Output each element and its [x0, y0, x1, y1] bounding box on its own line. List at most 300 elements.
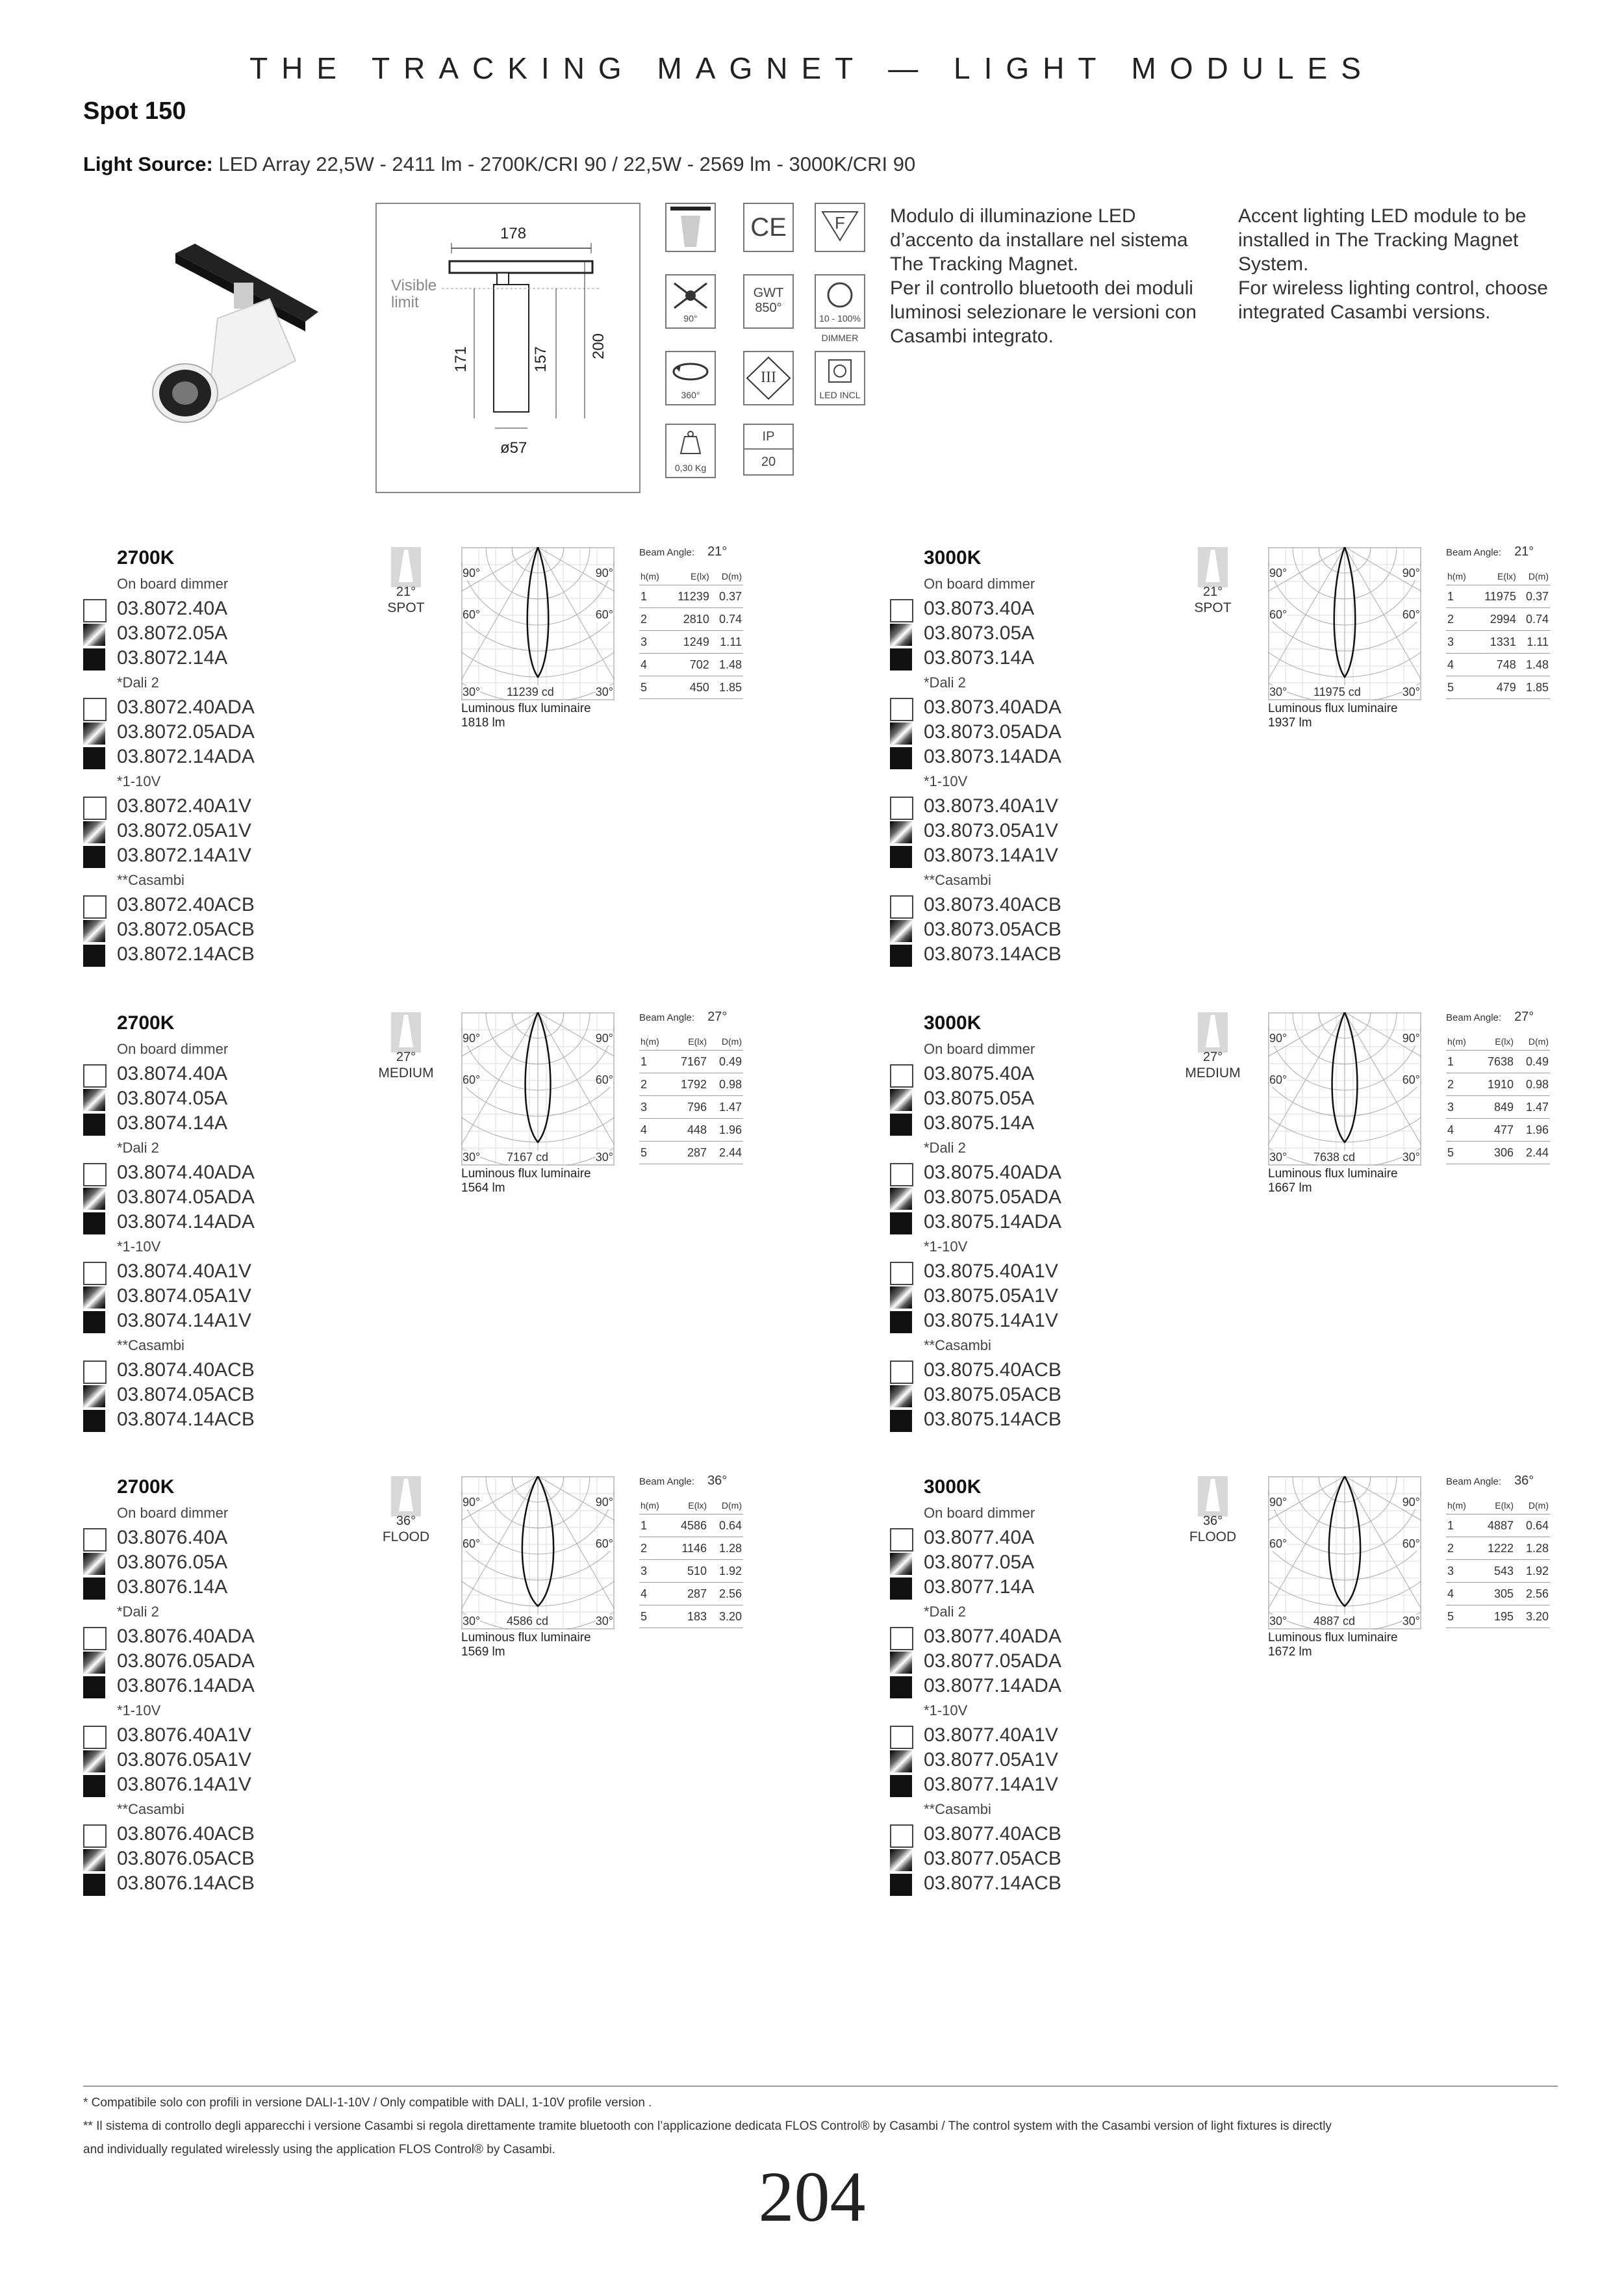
product-code: 03.8073.05ACB — [924, 919, 1061, 940]
flux-value: 1818 lm — [461, 716, 505, 730]
variant-block — [83, 1476, 863, 1905]
finish-swatch — [890, 1114, 912, 1136]
beam-type: SPOT — [1194, 600, 1232, 615]
product-code: 03.8072.05ACB — [117, 919, 255, 940]
polar-label: 90° — [1269, 1496, 1288, 1509]
table-header-row — [639, 1033, 743, 1051]
table-cell: 1.48 — [711, 654, 743, 676]
page-title: THE TRACKING MAGNET — LIGHT MODULES — [249, 51, 1375, 85]
finish-swatch — [83, 1188, 105, 1210]
footer-divider — [83, 2086, 1558, 2087]
polar-label: 90° — [463, 567, 481, 580]
finish-swatch — [890, 920, 912, 942]
table-row — [1446, 1560, 1550, 1583]
luminous-flux — [461, 1167, 591, 1195]
table-cell: 2.56 — [1515, 1583, 1550, 1605]
flux-value: 1672 lm — [1268, 1645, 1312, 1659]
section-label: *Dali 2 — [924, 1140, 966, 1156]
table-cell: 1 — [639, 585, 666, 608]
description-it — [890, 204, 1228, 348]
product-code: 03.8077.40A1V — [924, 1724, 1058, 1746]
table-cell: 183 — [668, 1605, 708, 1628]
class-iii-icon — [743, 351, 794, 405]
beam-shape-icon — [1198, 547, 1228, 587]
beam-angle-value: 36° — [396, 1514, 416, 1528]
table-cell: 3 — [1446, 1096, 1475, 1119]
beam-type: MEDIUM — [378, 1066, 434, 1080]
product-code: 03.8075.05ACB — [924, 1384, 1061, 1405]
section-label: *1-10V — [117, 1702, 161, 1718]
footnote-3: and individually regulated wirelessly using the application FLOS Control® by Casambi. — [83, 2143, 555, 2156]
flux-label: Luminous flux luminaire — [1268, 1167, 1398, 1181]
weight-value: 0,30 Kg — [674, 463, 707, 473]
table-row — [1446, 1514, 1550, 1537]
beam-angle-number: 36° — [1514, 1474, 1534, 1488]
polar-diagram — [461, 1476, 615, 1629]
beam-shape-icon — [391, 547, 421, 587]
table-cell: 3 — [639, 1560, 668, 1583]
finish-swatch — [890, 821, 912, 843]
variant-block — [890, 1476, 1624, 1905]
footnote-1: * Compatibile solo con profili in versione DALI-1-10V / Only compatible with DALI, 1-10V profile version . — [83, 2096, 652, 2110]
finish-swatch — [83, 1676, 105, 1698]
product-code: 03.8072.40ACB — [117, 894, 255, 915]
table-cell: 1.48 — [1517, 654, 1550, 676]
beam-angle-label: Beam Angle: — [639, 547, 695, 558]
table-cell: 2994 — [1473, 608, 1517, 631]
polar-label: 30° — [595, 685, 613, 698]
table-cell: 450 — [666, 676, 711, 699]
table-header-cell: D(m) — [1515, 1497, 1550, 1514]
ip-label: IP — [743, 424, 794, 450]
product-code: 03.8072.05A — [117, 622, 228, 644]
product-code: 03.8076.40A1V — [117, 1724, 251, 1746]
product-code: 03.8073.14A — [924, 647, 1035, 669]
product-code: 03.8074.40ADA — [117, 1162, 255, 1183]
section-label: *1-10V — [117, 1238, 161, 1255]
beam-angle-label: Beam Angle: — [1446, 547, 1502, 558]
finish-swatch — [890, 1849, 912, 1871]
polar-grid — [461, 1476, 615, 1629]
width-dim: 178 — [500, 225, 527, 242]
product-photo — [130, 234, 325, 468]
product-code: 03.8077.40ADA — [924, 1626, 1061, 1647]
product-code: 03.8073.14ACB — [924, 943, 1061, 965]
table-cell: 2.44 — [708, 1142, 743, 1164]
table-cell: 2 — [1446, 608, 1473, 631]
finish-swatch — [890, 722, 912, 745]
finish-swatch — [83, 895, 107, 919]
section-label: *1-10V — [924, 1702, 968, 1718]
desc-it-line: Casambi integrato. — [890, 326, 1054, 347]
finish-swatch — [890, 624, 912, 646]
polar-grid — [461, 1012, 615, 1166]
finish-swatch — [890, 747, 912, 769]
finish-swatch — [890, 846, 912, 868]
desc-en-line: Accent lighting LED module to be — [1238, 205, 1527, 227]
beam-angle-value: 27° — [1202, 1050, 1223, 1064]
beam-angle-header — [1446, 544, 1534, 559]
product-code: 03.8074.05A1V — [117, 1285, 251, 1307]
table-cell: 4 — [1446, 654, 1473, 676]
finish-swatch — [83, 1528, 107, 1552]
color-temperature: 2700K — [117, 1012, 175, 1034]
table-header-cell: h(m) — [1446, 568, 1473, 585]
table-cell: 5 — [639, 676, 666, 699]
polar-label: 30° — [463, 1151, 481, 1164]
section-label: **Casambi — [924, 1337, 991, 1353]
beam-type: SPOT — [387, 600, 425, 615]
finish-swatch — [890, 1262, 913, 1285]
table-cell: 477 — [1475, 1119, 1515, 1142]
product-code: 03.8076.14A — [117, 1576, 228, 1598]
finish-swatch — [83, 1553, 105, 1575]
product-name: Spot 150 — [83, 97, 186, 125]
dimmer-range: 10 - 100% — [819, 313, 861, 324]
finish-swatch — [890, 1311, 912, 1333]
polar-label: 30° — [595, 1151, 613, 1164]
product-code: 03.8074.05A — [117, 1088, 228, 1109]
product-code: 03.8074.14ACB — [117, 1409, 255, 1430]
table-cell: 1.47 — [1515, 1096, 1550, 1119]
table-row — [1446, 631, 1550, 654]
product-code: 03.8075.14ACB — [924, 1409, 1061, 1430]
table-header-row — [1446, 1033, 1550, 1051]
desc-en-line: System. — [1238, 253, 1309, 275]
product-code: 03.8076.40A — [117, 1527, 228, 1548]
table-cell: 3.20 — [1515, 1605, 1550, 1628]
table-cell: 1.92 — [1515, 1560, 1550, 1583]
table-cell: 5 — [1446, 676, 1473, 699]
table-header-row — [639, 1497, 743, 1514]
footnote-2: ** Il sistema di controllo degli apparecchi i versione Casambi si regola direttamente tramite bluetooth con l’applicazione dedicata FLOS Control® by Casambi / The control system with the Casambi version of light fixtures is directly — [83, 2119, 1332, 2133]
luminous-flux — [1268, 1167, 1398, 1195]
table-cell: 5 — [639, 1605, 668, 1628]
illuminance-table — [639, 568, 743, 699]
track-mount-icon — [665, 203, 716, 252]
table-cell: 1.28 — [1515, 1537, 1550, 1560]
desc-en-line: integrated Casambi versions. — [1238, 301, 1491, 323]
product-code: 03.8072.40A — [117, 598, 228, 619]
f-mark-icon — [815, 203, 865, 252]
table-row — [1446, 585, 1550, 608]
finish-swatch — [890, 698, 913, 721]
polar-diagram — [1268, 547, 1421, 700]
table-cell: 0.74 — [711, 608, 743, 631]
product-code: 03.8072.40ADA — [117, 696, 255, 718]
finish-swatch — [890, 945, 912, 967]
beam-angle-label: Beam Angle: — [639, 1476, 695, 1487]
product-code: 03.8074.14ADA — [117, 1211, 255, 1233]
polar-grid — [461, 547, 615, 700]
luminous-flux — [461, 702, 591, 730]
finish-swatch — [83, 1627, 107, 1650]
finish-swatch — [83, 599, 107, 622]
table-cell: 1.96 — [1515, 1119, 1550, 1142]
table-header-cell: E(lx) — [668, 1033, 708, 1051]
polar-label: 60° — [1269, 1073, 1288, 1086]
table-header-cell: h(m) — [639, 1497, 668, 1514]
weight-icon — [665, 424, 716, 478]
table-cell: 0.49 — [708, 1051, 743, 1073]
product-code: 03.8072.14A — [117, 647, 228, 669]
product-code: 03.8074.40A1V — [117, 1260, 251, 1282]
table-cell: 1.11 — [1517, 631, 1550, 654]
diameter-dim: ø57 — [500, 439, 527, 457]
flux-value: 1937 lm — [1268, 716, 1312, 730]
table-cell: 1.85 — [711, 676, 743, 699]
dimension-drawing — [375, 203, 641, 493]
table-cell: 0.37 — [711, 585, 743, 608]
tilt-value: 90° — [683, 313, 698, 324]
product-code: 03.8076.05A — [117, 1552, 228, 1573]
table-header-cell: D(m) — [711, 568, 743, 585]
finish-swatch — [890, 648, 912, 671]
finish-swatch — [890, 1286, 912, 1309]
table-cell: 5 — [1446, 1142, 1475, 1164]
polar-label: 30° — [463, 685, 481, 698]
table-cell: 1 — [1446, 585, 1473, 608]
polar-label: 4887 cd — [1313, 1615, 1356, 1628]
desc-en-line: installed in The Tracking Magnet — [1238, 229, 1519, 251]
desc-it-line: Per il controllo bluetooth dei moduli — [890, 277, 1193, 299]
polar-label: 90° — [463, 1496, 481, 1509]
table-row — [639, 1096, 743, 1119]
product-code: 03.8076.14ADA — [117, 1675, 255, 1696]
finish-swatch — [83, 920, 105, 942]
led-included-label: LED INCL — [819, 390, 861, 400]
polar-label: 30° — [1402, 1615, 1420, 1628]
section-label: On board dimmer — [117, 1041, 229, 1057]
height-200: 200 — [590, 333, 608, 360]
section-label: On board dimmer — [117, 576, 229, 592]
desc-it-line: Modulo di illuminazione LED — [890, 205, 1136, 227]
finish-swatch — [83, 1578, 105, 1600]
product-code: 03.8073.40ADA — [924, 696, 1061, 718]
beam-angle-label: Beam Angle: — [639, 1012, 695, 1023]
product-code: 03.8075.40ACB — [924, 1359, 1061, 1381]
product-code: 03.8074.05ADA — [117, 1186, 255, 1208]
table-cell: 0.74 — [1517, 608, 1550, 631]
table-cell: 4887 — [1475, 1514, 1515, 1537]
table-cell: 2 — [639, 1073, 668, 1096]
table-cell: 849 — [1475, 1096, 1515, 1119]
polar-label: 30° — [463, 1615, 481, 1628]
polar-label: 60° — [1402, 1073, 1420, 1086]
polar-label: 60° — [595, 608, 613, 621]
led-included-icon — [815, 351, 865, 405]
finish-swatch — [83, 821, 105, 843]
finish-swatch — [890, 1676, 912, 1698]
table-cell: 2.56 — [708, 1583, 743, 1605]
finish-swatch — [890, 1775, 912, 1797]
table-row — [639, 585, 743, 608]
product-code: 03.8074.14A — [117, 1112, 228, 1134]
product-code: 03.8072.14ACB — [117, 943, 255, 965]
table-row — [639, 1051, 743, 1073]
table-cell: 1 — [639, 1051, 668, 1073]
table-header-row — [1446, 568, 1550, 585]
table-cell: 1 — [639, 1514, 668, 1537]
polar-label: 60° — [1269, 1537, 1288, 1550]
class-iii-value: III — [761, 369, 776, 386]
finish-swatch — [83, 722, 105, 745]
finish-swatch — [83, 1212, 105, 1234]
illuminance-table — [1446, 1497, 1550, 1628]
table-cell: 2.44 — [1515, 1142, 1550, 1164]
flux-label: Luminous flux luminaire — [1268, 1631, 1398, 1644]
color-temperature: 2700K — [117, 1476, 175, 1498]
table-cell: 1 — [1446, 1514, 1475, 1537]
table-cell: 306 — [1475, 1142, 1515, 1164]
beam-angle-header — [1446, 1010, 1534, 1025]
finish-swatch — [890, 1385, 912, 1407]
table-cell: 7167 — [668, 1051, 708, 1073]
table-cell: 1910 — [1475, 1073, 1515, 1096]
polar-label: 30° — [1269, 1615, 1288, 1628]
polar-label: 60° — [463, 1537, 481, 1550]
product-code: 03.8077.05A — [924, 1552, 1035, 1573]
beam-angle-number: 36° — [707, 1474, 728, 1488]
polar-label: 30° — [1269, 685, 1288, 698]
variant-block — [83, 544, 863, 976]
product-code: 03.8077.05A1V — [924, 1749, 1058, 1770]
table-header-cell: h(m) — [1446, 1033, 1475, 1051]
polar-label: 60° — [595, 1537, 613, 1550]
table-cell: 1.11 — [711, 631, 743, 654]
beam-angle-header — [639, 544, 727, 559]
table-cell: 4 — [639, 1119, 668, 1142]
table-cell: 2 — [639, 1537, 668, 1560]
section-label: *Dali 2 — [117, 674, 159, 691]
table-cell: 0.49 — [1515, 1051, 1550, 1073]
polar-label: 90° — [1269, 1032, 1288, 1045]
flux-value: 1667 lm — [1268, 1181, 1312, 1195]
section-label: On board dimmer — [924, 576, 1035, 592]
table-cell: 11975 — [1473, 585, 1517, 608]
product-code: 03.8077.05ACB — [924, 1848, 1061, 1869]
table-cell: 3 — [639, 1096, 668, 1119]
polar-label: 60° — [1402, 608, 1420, 621]
table-row — [1446, 1119, 1550, 1142]
table-row — [639, 631, 743, 654]
table-cell: 1.28 — [708, 1537, 743, 1560]
product-code: 03.8075.14A — [924, 1112, 1035, 1134]
table-row — [1446, 608, 1550, 631]
finish-swatch — [890, 599, 913, 622]
product-code: 03.8074.05ACB — [117, 1384, 255, 1405]
variant-block — [890, 1012, 1624, 1441]
beam-shape-icon — [391, 1012, 421, 1053]
table-header-cell: h(m) — [639, 568, 666, 585]
table-cell: 4 — [1446, 1119, 1475, 1142]
finish-swatch — [83, 1726, 107, 1749]
polar-label: 90° — [595, 567, 613, 580]
section-label: *1-10V — [117, 773, 161, 789]
finish-swatch — [83, 1163, 107, 1186]
finish-swatch — [83, 1775, 105, 1797]
desc-it-line: d’accento da installare nel sistema — [890, 229, 1188, 251]
illuminance-table — [1446, 1033, 1550, 1164]
finish-swatch — [890, 1652, 912, 1674]
table-header-cell: E(lx) — [666, 568, 711, 585]
product-code: 03.8072.05A1V — [117, 820, 251, 841]
polar-label: 60° — [463, 608, 481, 621]
table-cell: 4586 — [668, 1514, 708, 1537]
table-header-cell: D(m) — [708, 1033, 743, 1051]
flux-label: Luminous flux luminaire — [461, 1631, 591, 1644]
polar-label: 30° — [1269, 1151, 1288, 1164]
table-header-cell: E(lx) — [668, 1497, 708, 1514]
finish-swatch — [83, 945, 105, 967]
beam-angle-number: 21° — [707, 544, 728, 559]
finish-swatch — [890, 1064, 913, 1088]
finish-swatch — [83, 797, 107, 820]
table-cell: 5 — [639, 1142, 668, 1164]
finish-swatch — [83, 1361, 107, 1384]
product-code: 03.8077.05ADA — [924, 1650, 1061, 1672]
product-code: 03.8075.14ADA — [924, 1211, 1061, 1233]
product-code: 03.8077.40A — [924, 1527, 1035, 1548]
finish-swatch — [83, 1750, 105, 1772]
product-code: 03.8073.40ACB — [924, 894, 1061, 915]
table-cell: 479 — [1473, 676, 1517, 699]
finish-swatch — [83, 1286, 105, 1309]
product-code: 03.8074.40ACB — [117, 1359, 255, 1381]
table-header-cell: D(m) — [1517, 568, 1550, 585]
finish-swatch — [890, 1874, 912, 1896]
product-code: 03.8077.14A1V — [924, 1774, 1058, 1795]
illuminance-table — [639, 1033, 743, 1164]
finish-swatch — [890, 1163, 913, 1186]
table-row — [639, 1142, 743, 1164]
table-row — [1446, 654, 1550, 676]
beam-type: FLOOD — [1189, 1529, 1237, 1544]
product-code: 03.8075.05ADA — [924, 1186, 1061, 1208]
finish-swatch — [83, 1262, 107, 1285]
table-row — [639, 1605, 743, 1628]
product-code: 03.8074.40A — [117, 1063, 228, 1084]
table-cell: 3.20 — [708, 1605, 743, 1628]
rotation-value: 360° — [681, 390, 700, 400]
polar-label: 60° — [463, 1073, 481, 1086]
beam-angle-value: 27° — [396, 1050, 416, 1064]
section-label: On board dimmer — [924, 1505, 1035, 1521]
table-cell: 1792 — [668, 1073, 708, 1096]
finish-swatch — [890, 1410, 912, 1432]
table-row — [639, 654, 743, 676]
beam-angle-value: 36° — [1202, 1514, 1223, 1528]
finish-swatch — [890, 1188, 912, 1210]
desc-it-line: The Tracking Magnet. — [890, 253, 1079, 275]
desc-en-line: For wireless lighting control, choose — [1238, 277, 1548, 299]
table-cell: 0.64 — [708, 1514, 743, 1537]
product-code: 03.8075.40A — [924, 1063, 1035, 1084]
beam-angle-label: Beam Angle: — [1446, 1012, 1502, 1023]
table-row — [1446, 1605, 1550, 1628]
polar-diagram — [1268, 1476, 1421, 1629]
luminous-flux — [1268, 702, 1398, 730]
product-code: 03.8075.40A1V — [924, 1260, 1058, 1282]
section-label: **Casambi — [117, 872, 184, 888]
section-label: **Casambi — [117, 1337, 184, 1353]
product-code: 03.8075.05A1V — [924, 1285, 1058, 1307]
product-code: 03.8073.14A1V — [924, 845, 1058, 866]
product-code: 03.8073.14ADA — [924, 746, 1061, 767]
page-number: 204 — [758, 2157, 866, 2236]
beam-angle-header — [1446, 1474, 1534, 1488]
product-code: 03.8073.05A — [924, 622, 1035, 644]
